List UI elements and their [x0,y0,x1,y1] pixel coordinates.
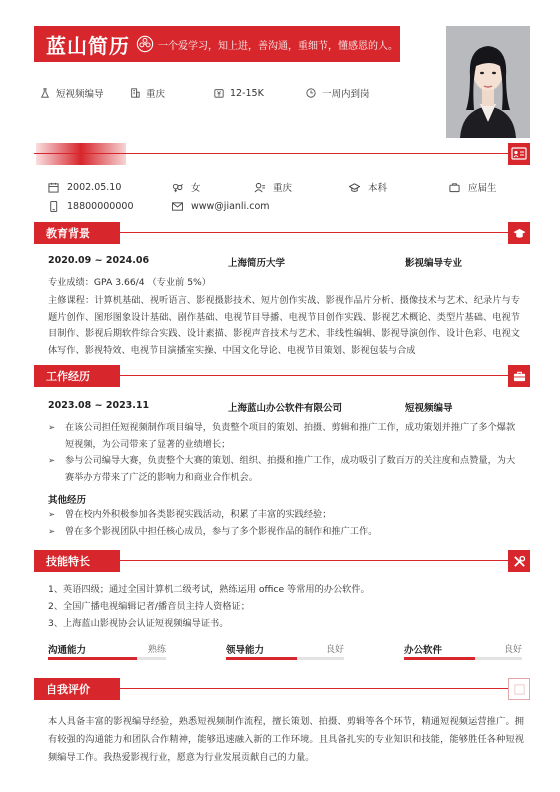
list-item: ➢ 曾在多个影视团队中担任核心成员，参与了多个影视作品的制作和推广工作。 [48,524,524,541]
list-item: 1、英语四级；通过全国计算机二级考试，熟练运用 office 等常用的办公软件。 [48,584,370,595]
mail-icon [172,201,183,212]
list-item: 3、上海蓝山影视协会认证短视频编导证书。 [48,618,229,629]
phone-icon [48,201,59,212]
section-title: 教育背景 [34,222,120,244]
divider [120,375,508,376]
info-birthday: 2002.05.10 [48,180,172,194]
person-icon [254,182,265,193]
calendar-icon [48,182,59,193]
info-email: www@jianli.com [172,201,270,212]
info-status: 应届生 [449,180,497,194]
section-education-header [34,222,530,244]
briefcase-icon [449,182,460,193]
education-courses: 主修课程：计算机基础、视听语言、影视摄影技术、短片创作实战、影视作品片分析、摄像技术与艺术、纪录片与专题片创作、图形图象设计基础、剧作基础、电视节目导播、电视节目创作实践、影视艺术概论、类型片基础、电视节目制作、影视后期软件综合实践、设计素描、影视声音技术与艺术、非线性编辑、影视导演创作、设计色彩、电视文体写作、影视特效、电视节目演播室实操、中国文化导论、电视节目策划、影视包装与合成 [48,295,520,356]
work-bullets [48,420,524,486]
work-position: 短视频编导 [405,403,453,414]
education-major: 影视编导专业 [405,258,463,269]
profile-photo [446,26,530,138]
divider [120,232,508,233]
square-icon [513,683,526,696]
info-hometown: 重庆 [254,180,349,194]
list-item: ➢ 曾在校内外积极参加各类影视实践活动，积累了丰富的实践经验； [48,507,524,524]
section-work-header [34,365,530,387]
info-degree: 本科 [349,180,449,194]
building-icon [130,88,140,98]
section-title: 技能特长 [34,550,120,572]
skills-list [48,581,370,632]
work-company: 上海蓝山办公软件有限公司 [228,403,343,414]
info-gender: 女 [172,180,254,194]
decorative-band [34,143,530,165]
flask-icon [40,88,50,98]
section-skills-header [34,550,530,572]
education-gpa: 专业成绩：GPA 3.66/4 （专业前 5%） [48,277,211,288]
self-eval-text: 本人具备丰富的影视编导经验，熟悉短视频制作流程，擅长策划、拍摄、剪辑等各个环节，精通短视频运营推广。拥有较强的沟通能力和团队合作精神，能够迅速融入新的工作环境。且具备扎实的专业知识和技能，能够胜任各种短视频编导工作。我热爱影视行业，愿意为行业发展贡献自己的力量。 [48,716,524,763]
briefcase-icon [513,370,526,383]
divider [120,560,508,561]
intent-salary: 12-15K [214,86,306,100]
tools-icon [513,555,526,568]
education-period: 2020.09 ~ 2024.06 [48,255,150,266]
skill-bar [48,657,166,660]
graduation-cap-icon [349,182,360,193]
intent-position: 短视频编导 [40,86,130,100]
intent-city: 重庆 [130,86,214,100]
section-self-eval-header [34,678,530,700]
wallet-icon [214,88,224,98]
resume-name: 蓝山简历 [46,33,130,58]
flower-icon [136,35,154,53]
skills-section-icon [508,550,530,572]
skill-bar [404,657,522,660]
gender-icon [172,182,183,193]
divider [120,688,508,689]
section-title: 自我评价 [34,678,120,700]
list-item: 2、全国广播电视编辑记者/播音员主持人资格证； [48,601,250,612]
education-school: 上海简历大学 [228,258,286,269]
work-period: 2023.08 ~ 2023.11 [48,400,150,411]
basic-info-row-2 [48,201,270,212]
basic-info-row-1 [48,180,497,194]
other-bullets [48,507,524,540]
self-eval-section-icon [508,678,530,700]
job-intent [40,86,370,100]
education-section-icon [508,222,530,244]
list-item: ➢ 参与公司编导大赛，负责整个大赛的策划、组织、拍摄和推广工作，成功吸引了数百万的关注度和点赞量，为大赛举办方带来了广泛的影响力和商业合作机会。 [48,453,524,486]
clock-icon [306,88,316,98]
skill-bar [226,657,344,660]
intent-availability: 一周内到岗 [306,86,370,100]
motto: 一个爱学习，知上进，善沟通，重细节，懂感恩的人。 [158,40,398,52]
section-title: 工作经历 [34,365,120,387]
name-banner [34,26,400,62]
info-phone: 18800000000 [48,201,172,212]
work-section-icon [508,365,530,387]
other-experience-title: 其他经历 [48,495,87,506]
list-item: ➢ 在该公司担任短视频制作项目编导，负责整个项目的策划、拍摄、剪辑和推广工作，成功策划并推广了多个爆款短视频，为公司带来了显著的业绩增长； [48,420,524,453]
graduation-cap-icon [513,227,526,240]
